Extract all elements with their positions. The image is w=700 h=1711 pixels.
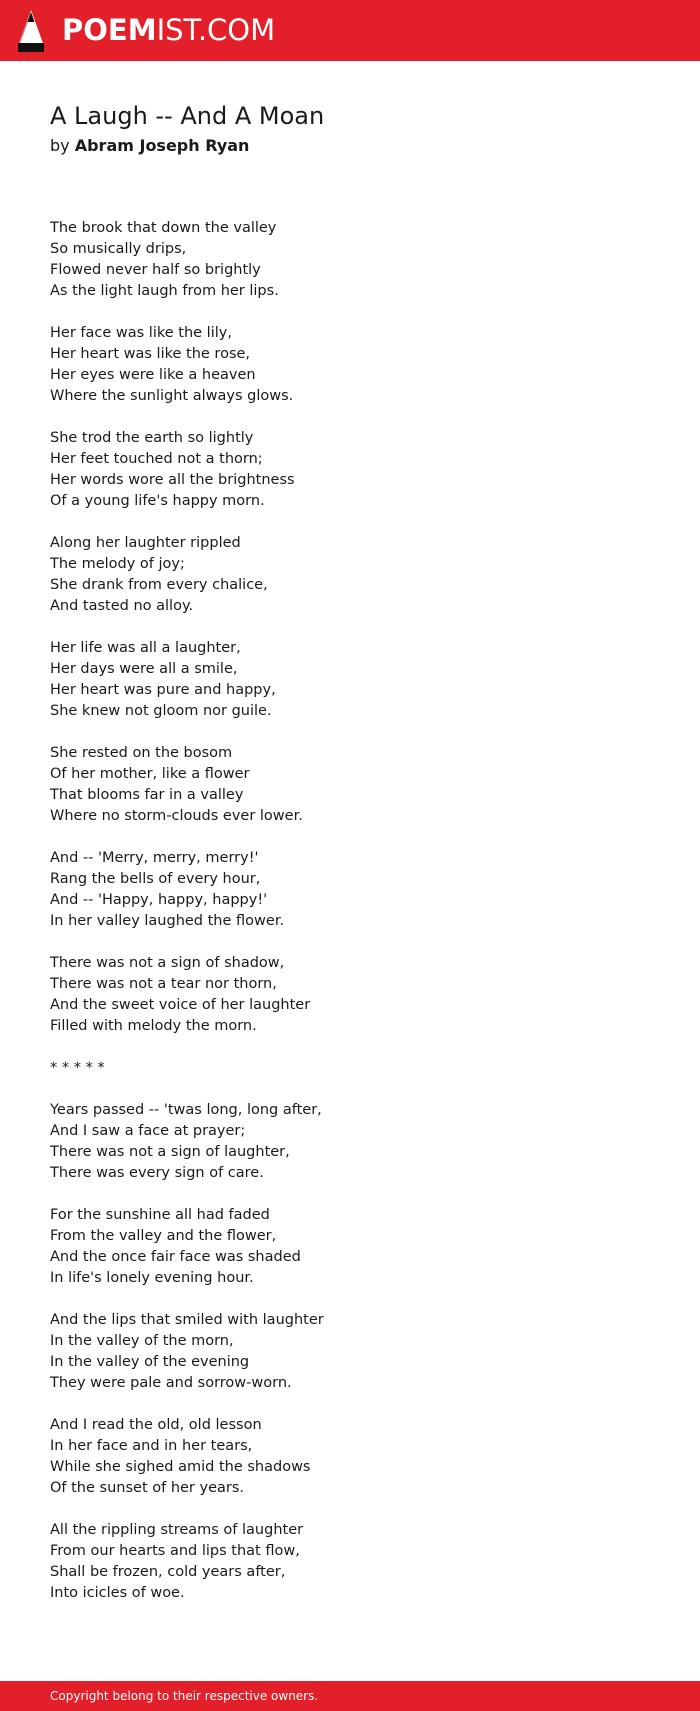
site-logo[interactable] (18, 10, 275, 52)
poem-line: She knew not gloom nor guile. (50, 703, 272, 719)
poem-line: So musically drips, (50, 241, 187, 257)
poem-line: There was not a sign of shadow, (50, 955, 285, 971)
poem-line: Of a young life's happy morn. (50, 493, 265, 509)
poem-line: And -- 'Merry, merry, merry!' (50, 850, 259, 866)
byline (50, 136, 650, 156)
poem-title: A Laugh -- And A Moan (50, 102, 325, 130)
poem-line: Where no storm-clouds ever lower. (50, 808, 303, 824)
stanza (50, 1058, 650, 1079)
stanza (50, 218, 650, 302)
poem-line: Shall be frozen, cold years after, (50, 1564, 286, 1580)
poem-line: Filled with melody the morn. (50, 1018, 257, 1034)
poem-line: And the sweet voice of her laughter (50, 997, 311, 1013)
poem-line: And tasted no alloy. (50, 598, 194, 614)
poem-line: In the valley of the evening (50, 1354, 250, 1370)
poem-line: Her eyes were like a heaven (50, 367, 256, 383)
poem-line: From the valley and the flower, (50, 1228, 277, 1244)
site-name-light: IST.COM (156, 13, 276, 47)
author-name[interactable]: Abram Joseph Ryan (74, 136, 250, 155)
site-footer (0, 1681, 700, 1711)
poem-line: She trod the earth so lightly (50, 430, 254, 446)
stanza (50, 1205, 650, 1289)
stanza (50, 428, 650, 512)
poem-line: And -- 'Happy, happy, happy!' (50, 892, 268, 908)
poem-line: In her face and in her tears, (50, 1438, 253, 1454)
poem-line: * * * * * (50, 1060, 105, 1076)
stanza (50, 323, 650, 407)
poem-line: Her life was all a laughter, (50, 640, 241, 656)
stanza (50, 638, 650, 722)
poem-line: They were pale and sorrow-worn. (50, 1375, 292, 1391)
poem-header (50, 100, 650, 156)
poem-line: And the once fair face was shaded (50, 1249, 301, 1265)
poem-line: Of the sunset of her years. (50, 1480, 245, 1496)
stanza (50, 1310, 650, 1394)
poem-line: Flowed never half so brightly (50, 262, 261, 278)
by-label: by (50, 136, 70, 155)
poem-line: Into icicles of woe. (50, 1585, 185, 1601)
poem-line: There was not a sign of laughter, (50, 1144, 290, 1160)
poem-line: The melody of joy; (50, 556, 185, 572)
pencil-icon (18, 10, 44, 52)
stanza (50, 1520, 650, 1604)
poem-line: In the valley of the morn, (50, 1333, 234, 1349)
stanza (50, 953, 650, 1037)
poem-line: Rang the bells of every hour, (50, 871, 261, 887)
poem-line: She drank from every chalice, (50, 577, 268, 593)
poem-line: As the light laugh from her lips. (50, 283, 279, 299)
poem-line: In life's lonely evening hour. (50, 1270, 254, 1286)
poem-line: Her words wore all the brightness (50, 472, 295, 488)
poem-line: While she sighed amid the shadows (50, 1459, 311, 1475)
poem-line: For the sunshine all had faded (50, 1207, 270, 1223)
poem-line: Her feet touched not a thorn; (50, 451, 263, 467)
stanza (50, 533, 650, 617)
poem-line: From our hearts and lips that flow, (50, 1543, 300, 1559)
site-name (62, 13, 276, 47)
poem-line: Along her laughter rippled (50, 535, 241, 551)
poem-line: There was not a tear nor thorn, (50, 976, 277, 992)
poem-line: Years passed -- 'twas long, long after, (50, 1102, 322, 1118)
poem-line: The brook that down the valley (50, 220, 277, 236)
poem-line: She rested on the bosom (50, 745, 233, 761)
stanza (50, 1415, 650, 1499)
stanza (50, 848, 650, 932)
poem-line: And the lips that smiled with laughter (50, 1312, 324, 1328)
poem-line: There was every sign of care. (50, 1165, 264, 1181)
poem-line: Of her mother, like a flower (50, 766, 250, 782)
poem-body (50, 218, 650, 1625)
copyright-notice: Copyright belong to their respective owners. (50, 1689, 319, 1703)
poem-line: Her heart was like the rose, (50, 346, 251, 362)
poem-line: In her valley laughed the flower. (50, 913, 285, 929)
poem-line: Her days were all a smile, (50, 661, 238, 677)
poem-line: Her heart was pure and happy, (50, 682, 276, 698)
poem-line: And I saw a face at prayer; (50, 1123, 246, 1139)
poem-line: That blooms far in a valley (50, 787, 244, 803)
poem-line: All the rippling streams of laughter (50, 1522, 304, 1538)
stanza (50, 1100, 650, 1184)
site-name-bold: POEM (62, 13, 157, 47)
stanza (50, 743, 650, 827)
poem-line: Her face was like the lily, (50, 325, 232, 341)
poem-line: Where the sunlight always glows. (50, 388, 294, 404)
poem-line: And I read the old, old lesson (50, 1417, 262, 1433)
site-header (0, 0, 700, 61)
